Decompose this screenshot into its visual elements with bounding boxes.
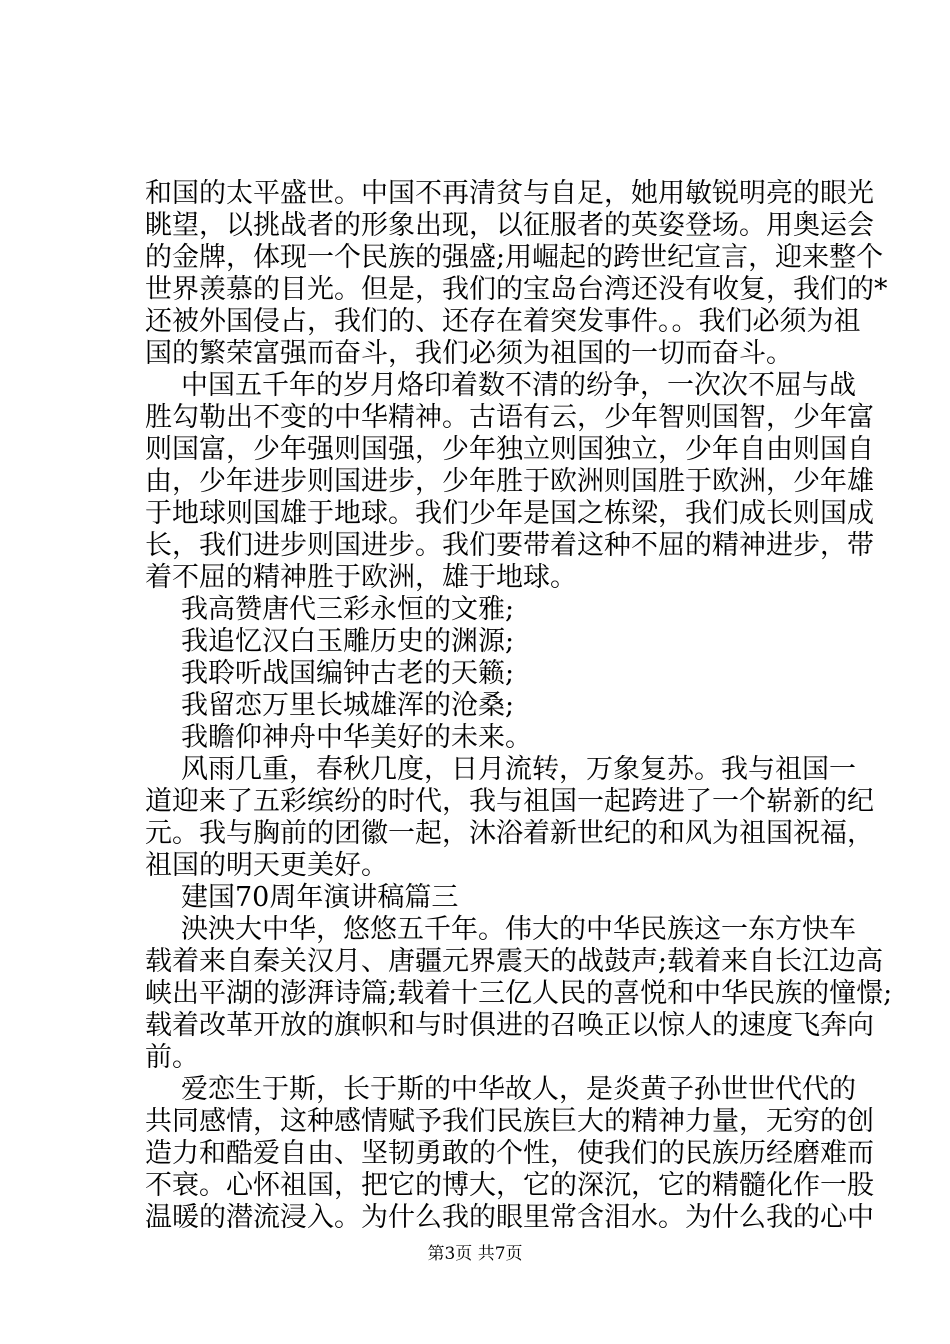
page-footer: 第3页 共7页 [427, 1244, 523, 1264]
text-line: 不衰。心怀祖国，把它的博大，它的深沉，它的精髓化作一股 [145, 1170, 874, 1201]
poem-line: 我追忆汉白玉雕历史的渊源; [181, 626, 515, 657]
text-line: 的金牌，体现一个民族的强盛;用崛起的跨世纪宣言，迎来整个 [145, 242, 884, 273]
text-line: 温暖的潜流浸入。为什么我的眼里常含泪水。为什么我的心中 [145, 1202, 874, 1233]
text-line: 眺望，以挑战者的形象出现，以征服者的英姿登场。用奥运会 [145, 210, 874, 241]
text-line: 元。我与胸前的团徽一起，沐浴着新世纪的和风为祖国祝福， [145, 818, 874, 849]
text-line: 共同感情，这种感情赋予我们民族巨大的精神力量，无穷的创 [145, 1106, 874, 1137]
text-line: 载着改革开放的旗帜和与时俱进的召唤正以惊人的速度飞奔向 [145, 1010, 874, 1041]
poem-line: 我瞻仰神舟中华美好的未来。 [181, 722, 532, 753]
text-line: 由，少年进步则国进步，少年胜于欧洲则国胜于欧洲，少年雄 [145, 466, 874, 497]
text-line: 风雨几重，春秋几度，日月流转，万象复苏。我与祖国一 [181, 754, 856, 785]
text-line: 载着来自秦关汉月、唐疆元界震天的战鼓声;载着来自长江边高 [145, 946, 884, 977]
poem-line: 我留恋万里长城雄浑的沧桑; [181, 690, 515, 721]
text-line: 于地球则国雄于地球。我们少年是国之栋梁，我们成长则国成 [145, 498, 874, 529]
text-line: 中国五千年的岁月烙印着数不清的纷争，一次次不屈与战 [181, 370, 856, 401]
text-line: 造力和酷爱自由、坚韧勇敢的个性，使我们的民族历经磨难而 [145, 1138, 874, 1169]
text-line: 前。 [145, 1042, 199, 1073]
poem-line: 我聆听战国编钟古老的天籁; [181, 658, 515, 689]
text-line: 还被外国侵占，我们的、还存在着突发事件。。我们必须为祖 [145, 306, 861, 337]
text-line: 着不屈的精神胜于欧洲，雄于地球。 [145, 562, 577, 593]
text-line: 国的繁荣富强而奋斗，我们必须为祖国的一切而奋斗。 [145, 338, 793, 369]
text-line: 和国的太平盛世。中国不再清贫与自足，她用敏锐明亮的眼光 [145, 178, 874, 209]
text-line: 泱泱大中华，悠悠五千年。伟大的中华民族这一东方快车 [181, 914, 856, 945]
text-line: 峡出平湖的澎湃诗篇;载着十三亿人民的喜悦和中华民族的憧憬; [145, 978, 893, 1009]
text-line: 胜勾勒出不变的中华精神。古语有云，少年智则国智，少年富 [145, 402, 874, 433]
text-line: 长，我们进步则国进步。我们要带着这种不屈的精神进步，带 [145, 530, 874, 561]
text-line: 祖国的明天更美好。 [145, 850, 388, 881]
poem-line: 我高赞唐代三彩永恒的文雅; [181, 594, 515, 625]
text-line: 道迎来了五彩缤纷的时代，我与祖国一起跨进了一个崭新的纪 [145, 786, 874, 817]
text-line: 则国富，少年强则国强，少年独立则国独立，少年自由则国自 [145, 434, 874, 465]
text-line: 爱恋生于斯，长于斯的中华故人，是炎黄子孙世世代代的 [181, 1074, 856, 1105]
section-heading: 建国70周年演讲稿篇三 [181, 882, 459, 913]
text-line: 世界羡慕的目光。但是，我们的宝岛台湾还没有收复，我们的* [145, 274, 888, 305]
